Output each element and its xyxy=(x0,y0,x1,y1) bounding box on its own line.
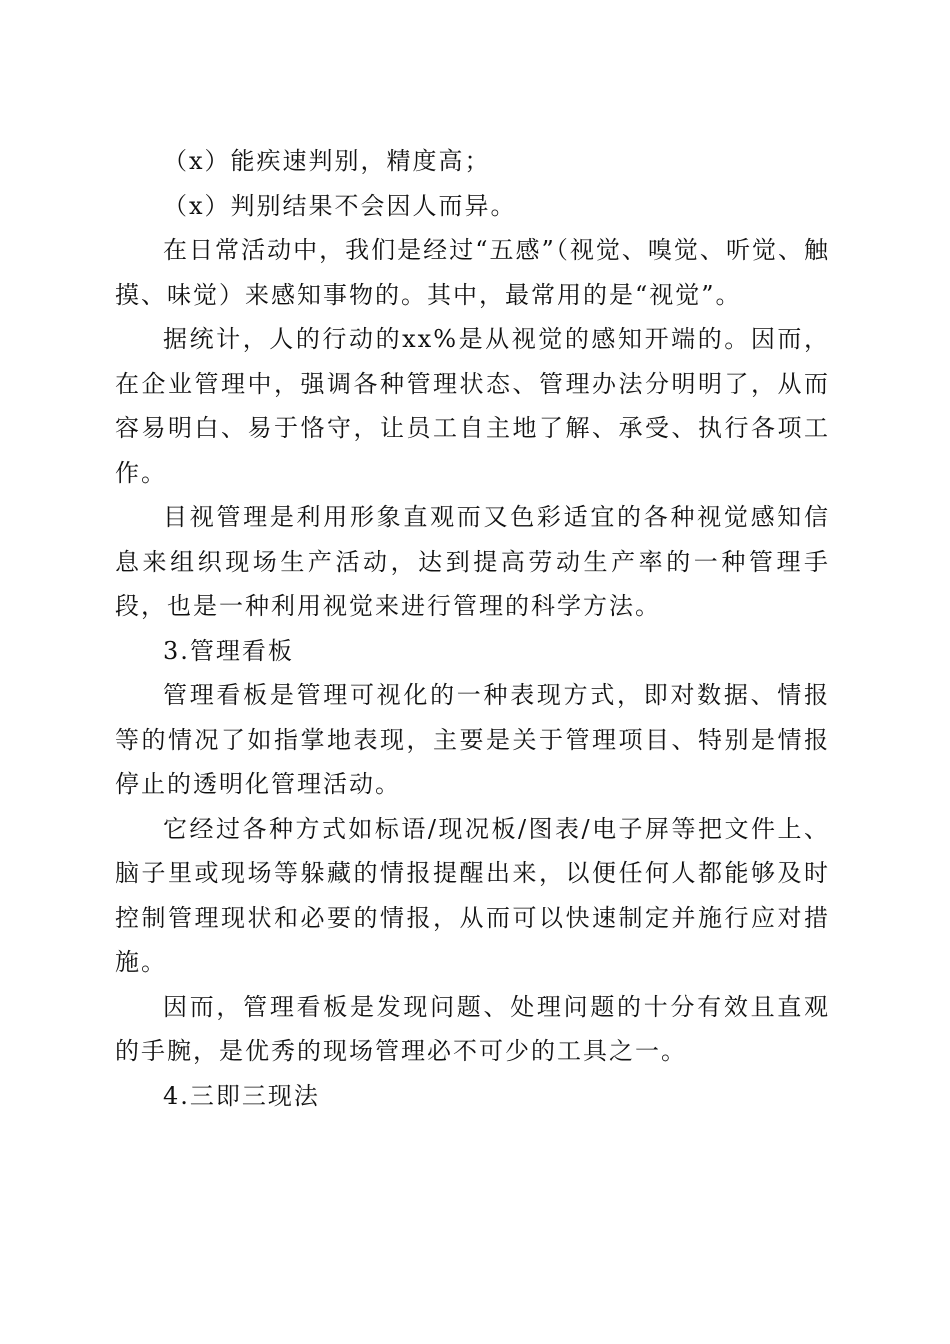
section-heading-three-immediate: 4.三即三现法 xyxy=(163,1081,320,1110)
paragraph-kanban-value: 因而，管理看板是发现问题、处理问题的十分有效且直观的手腕，是优秀的现场管理必不可少的工具之一。 xyxy=(115,992,830,1065)
paragraph-five-senses: 在日常活动中，我们是经过“五感”（视觉、嗅觉、听觉、触摸、味觉）来感知事物的。其中，最常用的是“视觉”。 xyxy=(115,236,830,309)
list-item-fast-judgement: （x）能疾速判别，精度高； xyxy=(163,147,491,175)
paragraph-statistics: 据统计，人的行动的xx%是从视觉的感知开端的。因而，在企业管理中，强调各种管理状态、管理办法分明明了，从而容易明白、易于恪守，让员工自主地了解、承受、执行各项工作。 xyxy=(115,325,830,487)
list-item-consistent-result: （x）判别结果不会因人而异。 xyxy=(163,191,517,220)
document-body xyxy=(115,139,830,1118)
paragraph-kanban-definition: 管理看板是管理可视化的一种表现方式，即对数据、情报等的情况了如指掌地表现，主要是关于管理项目、特别是情报停止的透明化管理活动。 xyxy=(115,681,830,798)
section-heading-kanban: 3.管理看板 xyxy=(163,636,294,665)
paragraph-visual-management: 目视管理是利用形象直观而又色彩适宜的各种视觉感知信息来组织现场生产活动，达到提高劳动生产率的一种管理手段，也是一种利用视觉来进行管理的科学方法。 xyxy=(115,503,830,620)
paragraph-kanban-methods: 它经过各种方式如标语/现况板/图表/电子屏等把文件上、脑子里或现场等躲藏的情报提醒出来，以便任何人都能够及时控制管理现状和必要的情报，从而可以快速制定并施行应对措施。 xyxy=(115,814,830,976)
